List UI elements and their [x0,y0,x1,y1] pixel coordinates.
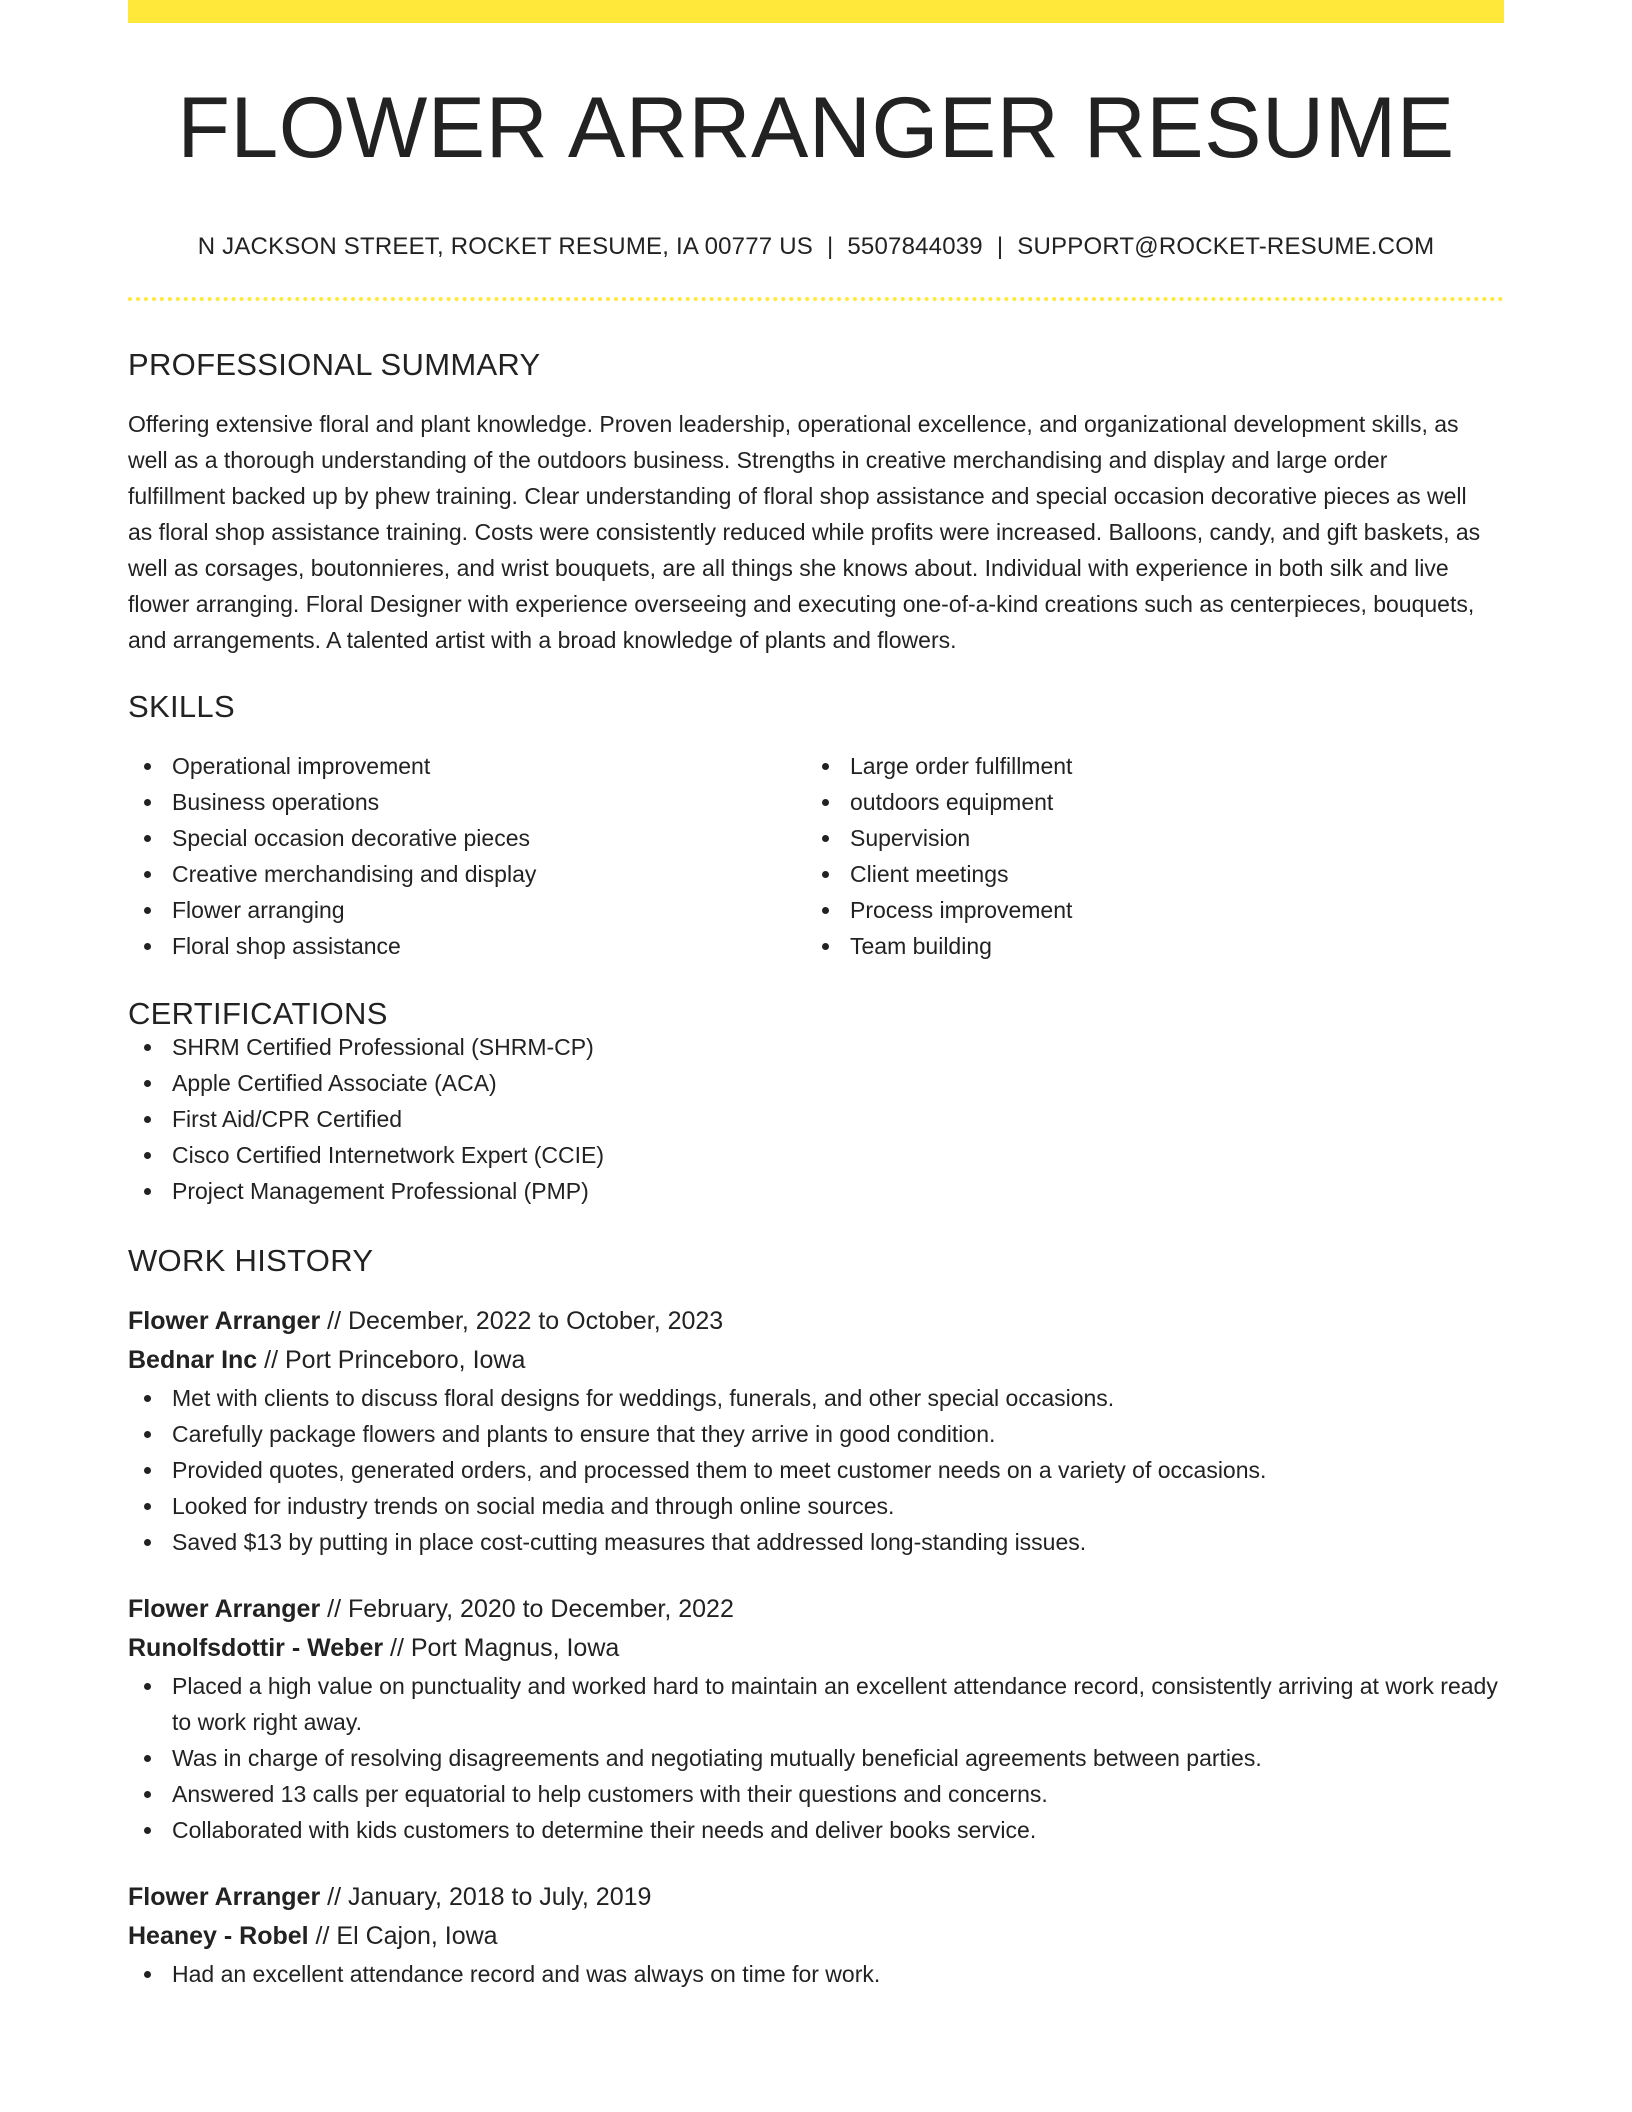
job-entry [128,1878,1504,1992]
job-bullet: Collaborated with kids customers to determine their needs and deliver books service. [128,1812,1504,1848]
skill-item: Team building [806,928,1484,964]
job-company: Runolfsdottir - Weber [128,1634,384,1662]
job-role: Flower Arranger [128,1595,321,1623]
job-bullet: Answered 13 calls per equatorial to help customers with their questions and concerns. [128,1776,1504,1812]
job-bullet: Met with clients to discuss floral designs for weddings, funerals, and other special occasions. [128,1380,1504,1416]
certification-item: Apple Certified Associate (ACA) [128,1065,1504,1101]
contact-separator: | [826,233,834,260]
summary-text: Offering extensive floral and plant knowledge. Proven leadership, operational excellence, and organizational development skills, as well as a thorough understanding of the outdoors business. Strengths in creative merchandising and display and large order fulfillment backed up by phew training. Clear understanding of floral shop assistance and special occasion decorative pieces as well as floral shop assistance training. Costs were consistently reduced while profits were increased. Balloons, candy, and gift baskets, as well as corsages, boutonnieres, and wrist bouquets, are all things she knows about. Individual with experience in both silk and live flower arranging. Floral Designer with experience overseeing and executing one-of-a-kind creations such as centerpieces, bouquets, and arrangements. A talented artist with a broad knowledge of plants and flowers. [128,411,1481,653]
job-entry [128,1590,1504,1848]
skill-item: outdoors equipment [806,784,1484,820]
certification-item: Project Management Professional (PMP) [128,1173,1504,1209]
dotted-divider [128,297,1504,301]
certification-item: First Aid/CPR Certified [128,1101,1504,1137]
job-company-line [128,1917,1504,1956]
job-company: Heaney - Robel [128,1922,309,1950]
job-bullets [128,1380,1504,1560]
job-company: Bednar Inc [128,1346,258,1374]
skills-heading: SKILLS [128,689,235,724]
skills-list-right [806,748,1484,964]
resume-page [128,0,1504,1992]
job-location: // El Cajon, Iowa [308,1922,498,1950]
job-bullet: Saved $13 by putting in place cost-cutting measures that addressed long-standing issues. [128,1524,1504,1560]
job-dates: // December, 2022 to October, 2023 [320,1307,724,1335]
certifications-list [128,1029,1504,1209]
skills-list-left [128,748,806,964]
job-bullets [128,1668,1504,1848]
skill-item: Floral shop assistance [128,928,806,964]
skill-item: Large order fulfillment [806,748,1484,784]
work-history-heading: WORK HISTORY [128,1243,374,1278]
summary-heading: PROFESSIONAL SUMMARY [128,347,541,382]
contact-line [128,235,1504,259]
job-dates: // February, 2020 to December, 2022 [320,1595,734,1623]
skill-item: Flower arranging [128,892,806,928]
job-role-line [128,1878,1504,1917]
job-location: // Port Magnus, Iowa [383,1634,620,1662]
job-role: Flower Arranger [128,1883,321,1911]
job-company-line [128,1629,1504,1668]
job-dates: // January, 2018 to July, 2019 [320,1883,652,1911]
job-bullet: Carefully package flowers and plants to ensure that they arrive in good condition. [128,1416,1504,1452]
skill-item: Business operations [128,784,806,820]
skill-item: Supervision [806,820,1484,856]
job-bullets [128,1956,1504,1992]
certification-item: SHRM Certified Professional (SHRM-CP) [128,1029,1504,1065]
resume-title: FLOWER ARRANGER RESUME [177,80,1455,176]
job-role: Flower Arranger [128,1307,321,1335]
contact-phone: 5507844039 [847,233,983,260]
skill-item: Special occasion decorative pieces [128,820,806,856]
certifications-heading: CERTIFICATIONS [128,996,388,1031]
contact-separator: | [996,233,1004,260]
job-location: // Port Princeboro, Iowa [257,1346,526,1374]
skills-grid [128,748,1504,964]
job-bullet: Was in charge of resolving disagreements and negotiating mutually beneficial agreements between parties. [128,1740,1504,1776]
certification-item: Cisco Certified Internetwork Expert (CCIE) [128,1137,1504,1173]
skill-item: Client meetings [806,856,1484,892]
job-bullet: Placed a high value on punctuality and worked hard to maintain an excellent attendance record, consistently arriving at work ready to work right away. [128,1668,1504,1740]
skill-item: Operational improvement [128,748,806,784]
skill-item: Creative merchandising and display [128,856,806,892]
job-bullet: Had an excellent attendance record and was always on time for work. [128,1956,1504,1992]
accent-bar [128,0,1504,23]
contact-address: N JACKSON STREET, ROCKET RESUME, IA 00777 US [197,233,813,260]
job-role-line [128,1302,1504,1341]
skill-item: Process improvement [806,892,1484,928]
contact-email: SUPPORT@ROCKET-RESUME.COM [1017,233,1435,260]
job-role-line [128,1590,1504,1629]
job-company-line [128,1341,1504,1380]
job-entry [128,1302,1504,1560]
job-bullet: Looked for industry trends on social media and through online sources. [128,1488,1504,1524]
job-bullet: Provided quotes, generated orders, and processed them to meet customer needs on a variety of occasions. [128,1452,1504,1488]
